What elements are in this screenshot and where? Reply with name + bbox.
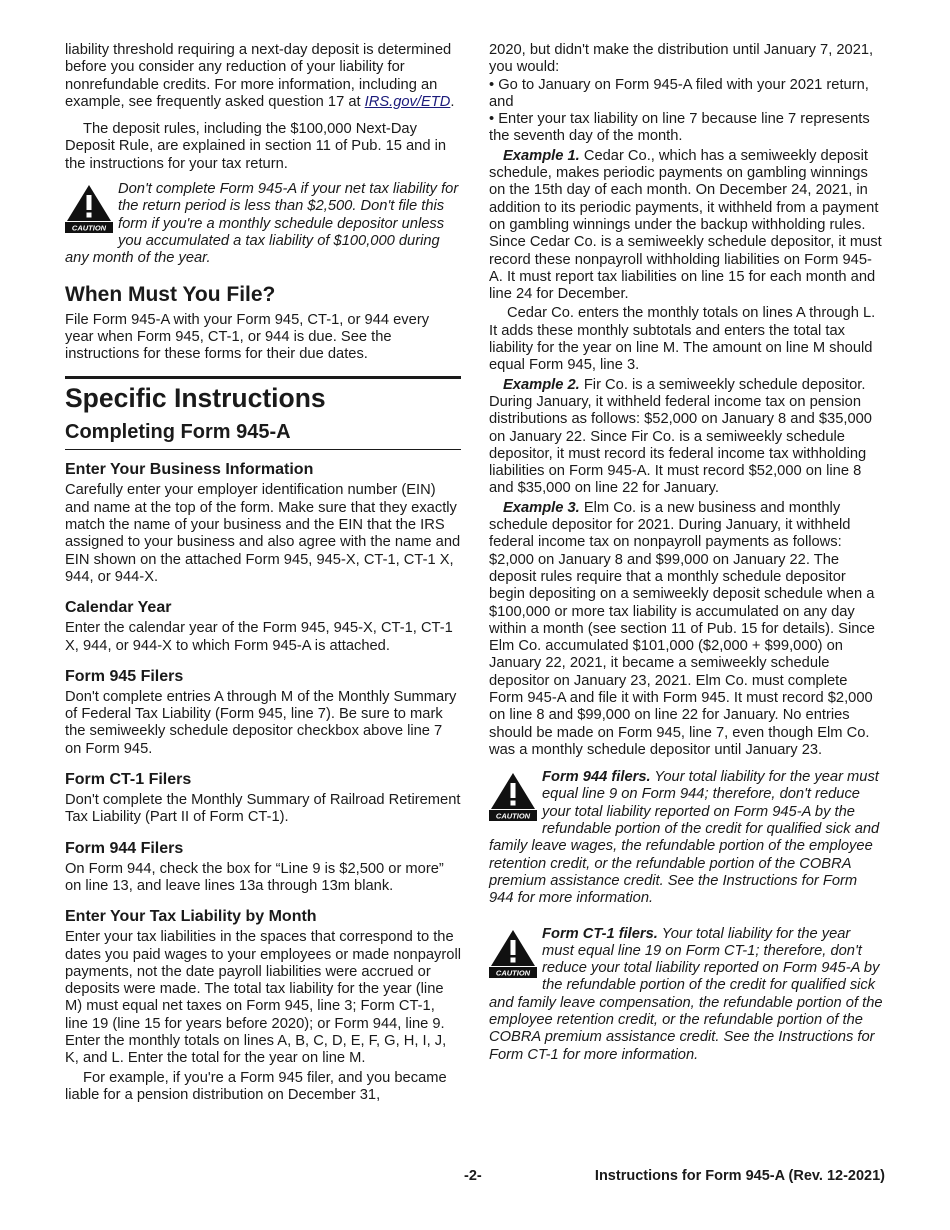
paragraph: Carefully enter your employer identification number (EIN) and name at the top of the form. Make sure that they exactly match the name of your business and the EIN that the IRS assigned to your business and also agree with the name and EIN shown on the attached Form 945, 945-X, CT-1, CT-1 X, 944, or 944-X. bbox=[65, 482, 461, 585]
page-number: -2- bbox=[464, 1168, 482, 1184]
paragraph: For example, if you're a Form 945 filer, and you became liable for a pension distribution on December 31, bbox=[65, 1069, 447, 1103]
caution-text: Form 944 filers. Your total liability for the year must equal line 9 on Form 944; therefore, don't reduce your total liability reported on Form 945-A by the refundable portion of the credit for qualified sick and family leave wages, the refundable portion of the employee retention credit, or the refundable portion of the COBRA premium assistance credit. See the Instructions for Form 944 for more information. bbox=[489, 769, 880, 907]
caution-icon bbox=[489, 771, 537, 821]
paragraph: liability threshold requiring a next-day deposit is determined before you consider any reduction of your liability for nonrefundable credits. For more information, including an example, see frequently asked question 17 at IRS.gov/ETD. bbox=[65, 42, 455, 110]
subsection-heading-completing: Completing Form 945-A bbox=[65, 421, 291, 444]
svg-text:CAUTION: CAUTION bbox=[495, 968, 531, 978]
divider bbox=[65, 376, 461, 379]
heading-calendar-year: Calendar Year bbox=[65, 599, 172, 617]
left-column bbox=[65, 42, 461, 1104]
irs-etd-link[interactable]: IRS.gov/ETD bbox=[364, 93, 451, 110]
heading-form-944-filers: Form 944 Filers bbox=[65, 839, 184, 857]
svg-text:CAUTION: CAUTION bbox=[71, 223, 107, 233]
heading-form-ct1-filers: Form CT-1 Filers bbox=[65, 771, 192, 789]
paragraph: File Form 945-A with your Form 945, CT-1, or 944 every year when Form 945, CT-1, or 944 is due. See the instructions for these forms for their due dates. bbox=[65, 311, 430, 363]
paragraph: The deposit rules, including the $100,000 Next-Day Deposit Rule, are explained in section 11 of Pub. 15 and in the instructions for your tax return. bbox=[65, 121, 447, 172]
example-1: Example 1. Cedar Co., which has a semiweekly deposit schedule, makes periodic payments on gambling winnings on the 15th day of each month. On December 24, 2021, in addition to its periodic payments, it withheld from a payment on gambling winnings under the backup withholding rules. Since Cedar Co. is a semiweekly schedule depositor, it must record these nonpayroll withholding liabilities on Form 945-A. It must report tax liabilities on line 15 for each month and line 24 for December. bbox=[489, 147, 882, 303]
paragraph: Enter the calendar year of the Form 945, 945-X, CT-1, CT-1 X, 944, or 944-X to which Form 945-A is attached. bbox=[65, 620, 453, 654]
divider bbox=[65, 449, 461, 450]
heading-business-info: Enter Your Business Information bbox=[65, 461, 314, 479]
paragraph: Cedar Co. enters the monthly totals on lines A through L. It adds these monthly subtotals and enters the total tax liability for the year on line M. The amount on line M should equal Form 945, line 3. bbox=[489, 305, 876, 374]
bullet-item: • Go to January on Form 945-A filed with your 2021 return, and bbox=[489, 76, 869, 110]
caution-icon bbox=[489, 928, 537, 978]
footer-document-title: Instructions for Form 945-A (Rev. 12-2021) bbox=[594, 1168, 885, 1184]
example-3: Example 3. Elm Co. is a new business and monthly schedule depositor for 2021. During January, it withheld federal income tax on nonpayroll payments as follows: $2,000 on January 8 and $99,000 on January 22. The deposit rules require that a monthly schedule depositor begin depositing on a semiweekly deposit schedule when a $100,000 or more tax liability is accumulated on any day within a month (see section 11 of Pub. 15 for details). Since Elm Co. accumulated $101,000 ($2,000 + $99,000) on January 22, 2021, it became a semiweekly schedule depositor on January 23, 2021. Elm Co. must complete Form 945-A and file it with Form 945. It must record $2,000 on line 8 and $99,000 on line 22 for January. No entries should be made on Form 945, line 7, even though Elm Co. was a monthly schedule depositor until January 23. bbox=[489, 499, 875, 758]
heading-tax-liability-by-month: Enter Your Tax Liability by Month bbox=[65, 908, 317, 926]
caution-text: Form CT-1 filers. Your total liability for the year must equal line 19 on Form CT-1; therefore, don't reduce your total liability reported on Form 945-A by the refundable portion of the credit for qualified sick and family leave compensation, the refundable portion of the employee retention credit, or the refundable portion of the COBRA premium assistance credit. See the Instructions for Form CT-1 for more information. bbox=[489, 925, 883, 1063]
paragraph: 2020, but didn't make the distribution until January 7, 2021, you would: bbox=[489, 42, 874, 76]
right-column bbox=[489, 42, 885, 1064]
paragraph: Don't complete entries A through M of the Monthly Summary of Federal Tax Liability (Form 945, line 7). Be sure to mark the semiweekly schedule depositor checkbox above line 7 on Form 945. bbox=[65, 688, 457, 757]
paragraph: Don't complete the Monthly Summary of Railroad Retirement Tax Liability (Part II of Form CT-1). bbox=[65, 792, 461, 826]
bullet-item: • Enter your tax liability on line 7 because line 7 represents the seventh day of the month. bbox=[489, 111, 870, 145]
paragraph: On Form 944, check the box for “Line 9 is $2,500 or more” on line 13, and leave lines 13a through 13m blank. bbox=[65, 860, 444, 894]
caution-text: Don't complete Form 945-A if your net tax liability for the return period is less than $2,500. Don't file this form if you're a monthly schedule depositor unless you accumulated a tax liability of $100,000 during any month of the year. bbox=[65, 181, 459, 267]
caution-note-form-944 bbox=[489, 769, 885, 907]
caution-icon bbox=[65, 183, 113, 233]
section-heading-when-must-you-file: When Must You File? bbox=[65, 282, 276, 306]
example-2: Example 2. Fir Co. is a semiweekly schedule depositor. During January, it withheld federal income tax on pension distributions as follows: $52,000 on January 8 and $35,000 on January 22. Since Fir Co. is a semiweekly schedule depositor, it must record its federal income tax withholding liabilities on Form 945-A. It must record $52,000 on line 8 and $35,000 on line 22 for January. bbox=[489, 376, 872, 497]
section-heading-specific-instructions: Specific Instructions bbox=[65, 383, 326, 414]
caution-note-form-ct1 bbox=[489, 926, 885, 1064]
caution-note bbox=[65, 181, 461, 267]
paragraph: Enter your tax liabilities in the spaces that correspond to the dates you paid wages to your employees or made nonpayroll payments, not the date payroll liabilities were accrued or deposits were made. The total tax liability for the year (line M) must equal net taxes on Form 945, line 3; Form CT-1, line 19 (line 15 for years before 2020); or Form 944, line 9. Enter the monthly totals on lines A, B, C, D, E, F, G, H, I, J, K, and L. Enter the total for the year on line M. bbox=[65, 929, 461, 1067]
heading-form-945-filers: Form 945 Filers bbox=[65, 667, 184, 685]
svg-text:CAUTION: CAUTION bbox=[495, 811, 531, 821]
